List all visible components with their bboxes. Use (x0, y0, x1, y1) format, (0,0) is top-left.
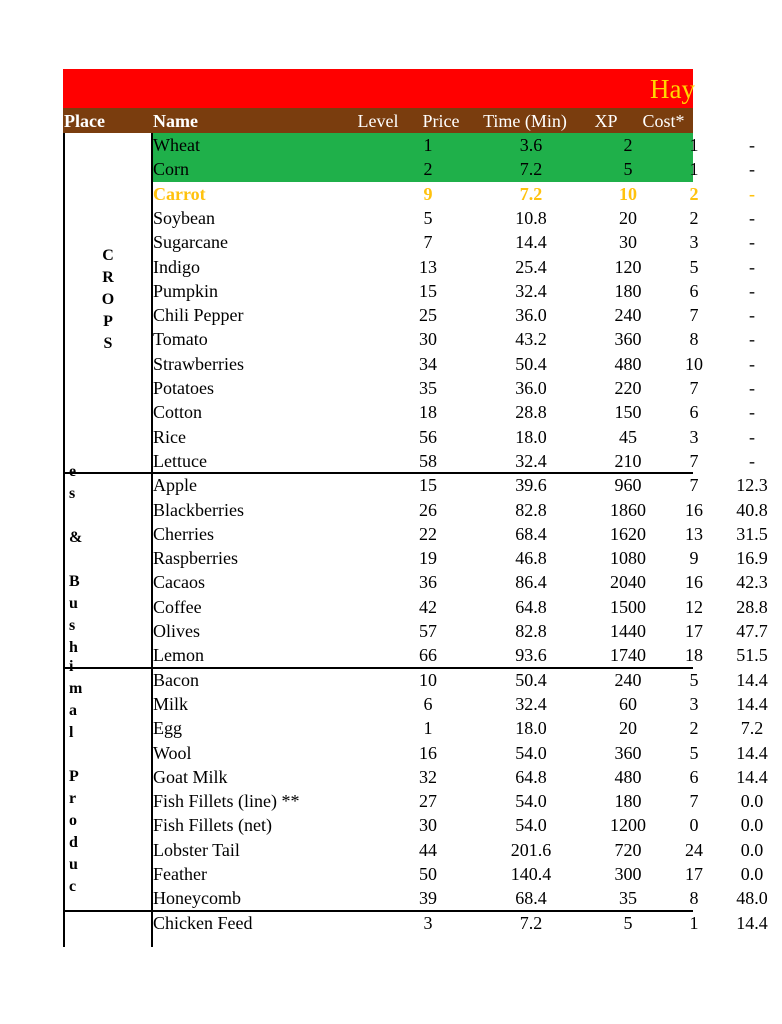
cell-name: Fish Fillets (line) ** (153, 791, 300, 812)
header-cost: Cost* (642, 111, 685, 131)
cell-level: 13 (419, 256, 437, 277)
cell-xp: 5 (689, 742, 699, 763)
place-letter: u (69, 855, 78, 873)
cell-level: 58 (419, 450, 437, 471)
cell-cost: - (749, 232, 755, 253)
title-bar (63, 69, 693, 108)
cell-name: Honeycomb (153, 888, 241, 909)
cell-cost: - (749, 159, 755, 180)
table-row (152, 668, 768, 692)
cell-time: 1440 (610, 621, 646, 641)
cell-price: 32.4 (515, 693, 547, 714)
cell-name: Corn (153, 159, 189, 180)
cell-price: 201.6 (510, 839, 552, 860)
cell-xp: 7 (689, 378, 699, 398)
cell-xp: 17 (685, 864, 703, 884)
cell-price: 25.4 (515, 256, 547, 277)
place-letter: c (69, 877, 77, 895)
place-letter: O (101, 291, 115, 308)
cell-xp: 7 (689, 305, 699, 326)
cell-name: Apple (153, 475, 197, 496)
cell-name: Olives (153, 621, 200, 641)
cell-cost: 40.8 (736, 499, 768, 520)
cell-price: 82.8 (515, 499, 547, 520)
header-price: Price (422, 111, 460, 131)
cell-time: 480 (614, 353, 642, 374)
cell-time: 10 (619, 183, 637, 204)
cell-level: 66 (419, 645, 437, 666)
table-row (152, 692, 768, 716)
place-letter: & (69, 529, 83, 547)
place-letter: a (69, 701, 77, 719)
cell-price: 7.2 (519, 183, 543, 204)
header-level: Level (357, 111, 399, 131)
cell-xp: 24 (685, 839, 703, 860)
place-letter: P (103, 313, 113, 330)
cell-level: 39 (419, 888, 437, 909)
cell-cost: 47.7 (736, 621, 768, 641)
place-label (65, 668, 151, 911)
table-row (152, 522, 768, 546)
place-letter: S (103, 335, 113, 352)
cell-price: 28.8 (515, 402, 547, 423)
place-letter: s (69, 485, 76, 503)
cell-name: Lobster Tail (153, 839, 240, 860)
cell-price: 64.8 (515, 766, 547, 787)
cell-cost: 31.5 (736, 523, 768, 544)
cell-time: 480 (614, 766, 642, 787)
cell-time: 240 (614, 669, 642, 690)
cell-time: 1200 (610, 815, 646, 836)
cell-cost: - (749, 426, 755, 447)
cell-cost: 14.4 (736, 912, 768, 933)
cell-xp: 3 (689, 693, 699, 714)
cell-xp: 8 (689, 329, 699, 350)
cell-price: 54.0 (515, 815, 547, 836)
place-letter (69, 505, 151, 527)
cell-level: 34 (419, 353, 437, 374)
header-xp: XP (594, 111, 618, 131)
cell-level: 10 (419, 669, 437, 690)
cell-xp: 5 (689, 256, 699, 277)
place-letter: u (69, 595, 78, 613)
cell-level: 36 (419, 572, 437, 593)
cell-time: 300 (614, 864, 642, 884)
cell-name: Chicken Feed (153, 912, 253, 933)
cell-xp: 13 (685, 523, 703, 544)
cell-price: 54.0 (515, 791, 547, 812)
cell-name: Goat Milk (153, 766, 228, 787)
table-row (152, 643, 768, 667)
cell-xp: 2 (689, 183, 699, 204)
cell-time: 240 (614, 305, 642, 326)
cell-cost: - (749, 256, 755, 277)
cell-name: Feather (153, 864, 207, 884)
place-label (65, 473, 151, 667)
group-divider (63, 910, 693, 912)
cell-cost: - (749, 353, 755, 374)
header-row (63, 108, 693, 133)
cell-cost: 0.0 (740, 864, 764, 884)
table-row (152, 473, 768, 497)
table-row (152, 862, 764, 886)
cell-time: 960 (614, 475, 642, 496)
place-letter (69, 744, 151, 766)
place-letter: l (69, 723, 74, 741)
cell-cost: 0.0 (740, 839, 764, 860)
place-letter: m (69, 679, 83, 697)
cell-time: 2040 (610, 572, 646, 593)
cell-level: 16 (419, 742, 437, 763)
cell-time: 210 (614, 450, 642, 471)
cell-price: 18.0 (515, 426, 547, 447)
table-row (152, 716, 764, 740)
table-row (152, 425, 755, 449)
cell-xp: 6 (689, 280, 699, 301)
cell-time: 5 (623, 912, 633, 933)
cell-level: 30 (419, 329, 437, 350)
cell-time: 120 (614, 256, 642, 277)
table-row (152, 546, 768, 570)
cell-level: 27 (419, 791, 437, 812)
cell-level: 25 (419, 305, 437, 326)
cell-price: 54.0 (515, 742, 547, 763)
table-row (152, 255, 755, 279)
cell-time: 20 (619, 718, 637, 739)
cell-level: 26 (419, 499, 437, 520)
cell-cost: 14.4 (736, 766, 768, 787)
cell-price: 32.4 (515, 280, 547, 301)
cell-level: 35 (419, 378, 437, 398)
cell-name: Lettuce (153, 450, 207, 471)
place-letter: C (102, 247, 114, 264)
place-label (65, 911, 151, 935)
cell-time: 180 (614, 280, 642, 301)
cell-level: 15 (419, 280, 437, 301)
cell-price: 68.4 (515, 888, 547, 909)
cell-time: 1740 (610, 645, 646, 666)
cell-xp: 3 (689, 426, 699, 447)
cell-price: 36.0 (515, 305, 547, 326)
cell-price: 140.4 (510, 864, 552, 884)
cell-xp: 16 (685, 499, 703, 520)
cell-xp: 9 (689, 548, 699, 569)
cell-cost: - (749, 402, 755, 423)
sheet-title: Hay (650, 74, 695, 104)
cell-xp: 1 (689, 135, 699, 155)
table-row (152, 376, 755, 400)
place-letter: R (102, 269, 114, 286)
cell-level: 57 (419, 621, 437, 641)
cell-price: 64.8 (515, 596, 547, 617)
cell-cost: - (749, 305, 755, 326)
cell-price: 18.0 (515, 718, 547, 739)
cell-xp: 7 (689, 791, 699, 812)
cell-time: 20 (619, 207, 637, 228)
cell-name: Cacaos (153, 572, 205, 593)
cell-price: 39.6 (515, 475, 547, 496)
cell-name: Potatoes (153, 378, 214, 398)
cell-level: 15 (419, 475, 437, 496)
cell-time: 1500 (610, 596, 646, 617)
cell-price: 36.0 (515, 378, 547, 398)
cell-name: Lemon (153, 645, 204, 666)
cell-price: 86.4 (515, 572, 547, 593)
place-letter: P (69, 767, 79, 785)
cell-cost: 0.0 (740, 791, 764, 812)
table-row (152, 133, 755, 157)
cell-cost: 48.0 (736, 888, 768, 909)
cell-cost: 7.2 (740, 718, 764, 739)
cell-time: 1860 (610, 499, 646, 520)
cell-xp: 7 (689, 475, 699, 496)
cell-xp: 2 (689, 207, 699, 228)
header-time: Time (Min) (483, 111, 567, 131)
cell-name: Bacon (153, 669, 199, 690)
table-row (152, 765, 768, 789)
cell-xp: 1 (689, 912, 699, 933)
table-row (152, 911, 768, 935)
cell-price: 7.2 (519, 159, 543, 180)
cell-xp: 2 (689, 718, 699, 739)
cell-name: Indigo (153, 256, 200, 277)
cell-level: 42 (419, 596, 437, 617)
cell-price: 43.2 (515, 329, 547, 350)
cell-name: Sugarcane (153, 232, 228, 253)
cell-time: 1080 (610, 548, 646, 569)
cell-name: Tomato (153, 329, 208, 350)
cell-name: Blackberries (153, 499, 244, 520)
place-letter: s (69, 617, 76, 635)
cell-level: 7 (423, 232, 433, 253)
cell-time: 35 (619, 888, 637, 909)
cell-cost: 16.9 (736, 548, 768, 569)
cell-name: Wheat (153, 135, 200, 155)
table-row (152, 303, 755, 327)
cell-price: 3.6 (519, 135, 543, 155)
cell-cost: 28.8 (736, 596, 768, 617)
cell-price: 46.8 (515, 548, 547, 569)
cell-time: 1620 (610, 523, 646, 544)
table-row (152, 400, 755, 424)
cell-level: 3 (423, 912, 433, 933)
cell-name: Raspberries (153, 548, 238, 569)
cell-cost: 14.4 (736, 669, 768, 690)
table-row (152, 182, 755, 206)
cell-level: 5 (423, 207, 433, 228)
cell-cost: 12.3 (736, 475, 768, 496)
table-row (152, 886, 768, 910)
cell-name: Soybean (153, 207, 215, 228)
cell-cost: 0.0 (740, 815, 764, 836)
cell-time: 180 (614, 791, 642, 812)
cell-time: 45 (619, 426, 637, 447)
cell-level: 1 (423, 135, 433, 155)
cell-price: 50.4 (515, 669, 547, 690)
cell-level: 1 (423, 718, 433, 739)
cell-time: 60 (619, 693, 637, 714)
place-letter: d (69, 833, 78, 851)
table-row (152, 157, 755, 181)
place-label (65, 133, 151, 473)
cell-xp: 16 (685, 572, 703, 593)
table-row (152, 741, 768, 765)
cell-price: 32.4 (515, 450, 547, 471)
cell-level: 19 (419, 548, 437, 569)
cell-cost: - (749, 280, 755, 301)
cell-xp: 1 (689, 159, 699, 180)
cell-xp: 8 (689, 888, 699, 909)
place-letter: h (69, 639, 78, 657)
table-row (152, 595, 768, 619)
cell-time: 150 (614, 402, 642, 423)
cell-name: Milk (153, 693, 189, 714)
cell-cost: - (749, 450, 755, 471)
cell-level: 44 (419, 839, 437, 860)
cell-name: Carrot (153, 183, 206, 204)
cell-price: 93.6 (515, 645, 547, 666)
cell-level: 56 (419, 426, 437, 447)
cell-xp: 7 (689, 450, 699, 471)
cell-level: 32 (419, 766, 437, 787)
cell-cost: 14.4 (736, 693, 768, 714)
cell-cost: - (749, 329, 755, 350)
cell-cost: - (749, 183, 755, 204)
table-row (152, 327, 755, 351)
cell-cost: - (749, 135, 755, 155)
place-letter: B (69, 573, 80, 591)
cell-price: 50.4 (515, 353, 547, 374)
cell-cost: 14.4 (736, 742, 768, 763)
cell-xp: 6 (689, 766, 699, 787)
table-row (152, 838, 764, 862)
cell-xp: 5 (689, 669, 699, 690)
cell-price: 68.4 (515, 523, 547, 544)
place-letter: o (69, 811, 77, 829)
cell-cost: 42.3 (736, 572, 768, 593)
cell-time: 220 (614, 378, 642, 398)
column-divider (151, 133, 153, 947)
cell-level: 9 (423, 183, 433, 204)
cell-price: 14.4 (515, 232, 547, 253)
header-name: Name (153, 111, 198, 131)
cell-level: 18 (419, 402, 437, 423)
group-divider (63, 667, 693, 669)
table-row (152, 352, 755, 376)
cell-xp: 6 (689, 402, 699, 423)
table-row (152, 206, 755, 230)
cell-level: 30 (419, 815, 437, 836)
cell-cost: - (749, 207, 755, 228)
cell-name: Coffee (153, 596, 202, 617)
cell-name: Cherries (153, 523, 214, 544)
table-row (152, 789, 764, 813)
cell-time: 360 (614, 329, 642, 350)
group-divider (63, 472, 693, 474)
cell-cost: - (749, 378, 755, 398)
cell-time: 2 (623, 135, 633, 155)
cell-level: 22 (419, 523, 437, 544)
place-letter (69, 549, 151, 571)
header-place: Place (64, 111, 105, 131)
cell-time: 720 (614, 839, 642, 860)
cell-price: 82.8 (515, 621, 547, 641)
cell-name: Fish Fillets (net) (153, 815, 273, 836)
cell-level: 6 (423, 693, 433, 714)
cell-name: Rice (153, 426, 186, 447)
cell-price: 10.8 (515, 207, 547, 228)
cell-level: 2 (423, 159, 433, 180)
table-row (152, 279, 755, 303)
place-letter: r (69, 789, 77, 807)
table-row (152, 619, 768, 643)
cell-xp: 10 (685, 353, 703, 374)
cell-time: 360 (614, 742, 642, 763)
cell-name: Wool (153, 742, 192, 763)
table-row (152, 498, 768, 522)
cell-name: Egg (153, 718, 182, 739)
cell-price: 7.2 (519, 912, 543, 933)
cell-time: 5 (623, 159, 633, 180)
cell-time: 30 (619, 232, 637, 253)
cell-name: Strawberries (153, 353, 244, 374)
cell-xp: 3 (689, 232, 699, 253)
table-row (152, 230, 755, 254)
table-row (152, 449, 755, 473)
table-row (152, 813, 764, 837)
cell-cost: 51.5 (736, 645, 768, 666)
cell-xp: 0 (689, 815, 699, 836)
cell-xp: 18 (685, 645, 703, 666)
cell-name: Pumpkin (153, 280, 219, 301)
cell-xp: 17 (685, 621, 703, 641)
cell-name: Cotton (153, 402, 203, 423)
cell-name: Chili Pepper (153, 305, 244, 326)
cell-level: 50 (419, 864, 437, 884)
table-row (152, 570, 768, 594)
cell-xp: 12 (685, 596, 703, 617)
